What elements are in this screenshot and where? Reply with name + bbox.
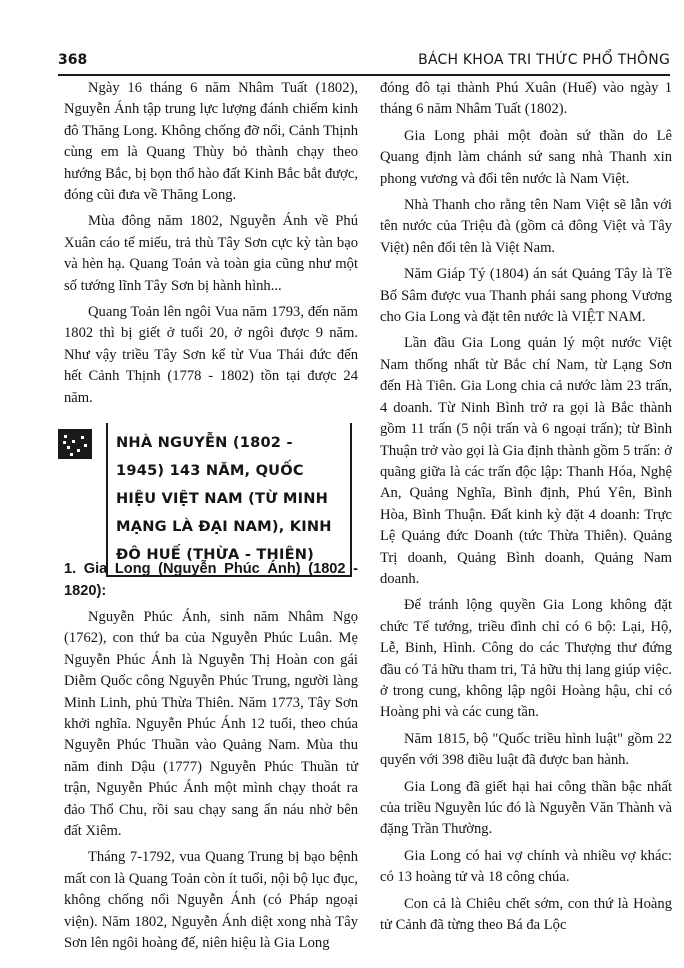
left-column	[64, 78, 358, 959]
paragraph: Lần đầu Gia Long quản lý một nước Việt Nam thống nhất từ Bắc chí Nam, từ Lạng Sơn đến Hà Tiên. Gia Long chia cả nước làm 23 trấn, 4 doanh. Từ Ninh Bình trở ra gọi là Bắc thành gồm 11 trấn (5 nội trấn và 6 ngoại trấn); từ Bình Thuận trở vào gọi là Gia định thành gồm 5 trấn: ở quãng giữa là các trấn độc lập: Thanh Hóa, Nghệ An, Quảng Nghĩa, Bình định, Phú Yên, Bình Hòa, Bình Thuận. Đất kinh kỳ đặt 4 doanh: Trực Lệ Quảng đức Doanh (tức Thừa Thiên). Quảng Trị doanh, Quảng Bình doanh, Quảng Nam doanh.	[380, 335, 672, 587]
paragraph: Nhà Thanh cho rằng tên Nam Việt sẽ lẫn với tên nước của Triệu đà (gồm cả đông Việt và Tây Việt) nên đổi tên là Việt Nam.	[380, 197, 672, 256]
paragraph-continuation: đóng đô tại thành Phú Xuân (Huế) vào ngày 1 tháng 6 năm Nhâm Tuất (1802).	[380, 80, 672, 118]
paragraph: Để tránh lộng quyền Gia Long không đặt chức Tể tướng, triều đình chỉ có 6 bộ: Lại, Hộ, Lễ, Binh, Hình. Công do các Thượng thư đứng đầu có Tả hữu tham tri, Tả hữu thị lang giúp việc. ở trong cung, không lập ngôi Hoàng hậu, chỉ có Hoàng phi và các cung tần.	[380, 597, 672, 721]
paragraph: Tháng 7-1792, vua Quang Trung bị bạo bệnh mất con là Quang Toản còn ít tuổi, nội bộ lục đục, không chống nổi Nguyễn Ánh (có Pháp ngoại viện). Năm 1802, Nguyễn Ánh diệt xong nhà Tây Sơn lên ngôi hoàng đế, niên hiệu là Gia Long	[64, 849, 358, 951]
right-column	[380, 78, 672, 941]
paragraph: Gia Long đã giết hại hai công thần bậc nhất của triều Nguyễn lúc đó là Nguyễn Văn Thành và đặng Trần Thường.	[380, 778, 672, 838]
paragraph: Gia Long có hai vợ chính và nhiều vợ khác: có 13 hoàng tử và 18 công chúa.	[380, 847, 672, 886]
section-title: NHÀ NGUYỄN (1802 - 1945) 143 NĂM, QUỐC HIỆU VIỆT NAM (TỪ MINH MẠNG LÀ ĐẠI NAM), KINH ĐÔ HUẾ (THỪA - THIÊN)	[106, 423, 352, 577]
section-ornament-icon	[58, 429, 92, 459]
paragraph: Con cả là Chiêu chết sớm, con thứ là Hoàng tử Cảnh đã từng theo Bá đa Lộc	[380, 895, 672, 934]
page-number: 368	[58, 52, 88, 68]
book-title: BÁCH KHOA TRI THỨC PHỔ THÔNG	[418, 52, 670, 68]
paragraph: Mùa đông năm 1802, Nguyễn Ánh về Phú Xuân cáo tế miếu, trả thù Tây Sơn cực kỳ tàn bạo và hèn hạ. Quang Toản và toàn gia cũng như một số tướng lĩnh Tây Sơn bị hành hình...	[64, 213, 358, 294]
paragraph: Gia Long phải một đoàn sứ thần do Lê Quang định làm chánh sứ sang nhà Thanh xin phong vương và đổi tên nước là Nam Việt.	[380, 127, 672, 187]
paragraph: Quang Toản lên ngôi Vua năm 1793, đến năm 1802 thì bị giết ở tuổi 20, ở ngôi được 9 năm. Như vậy triều Tây Sơn kể từ Vua Thái đức đến hết Cảnh Thịnh (1778 - 1802) tồn tại được 24 năm.	[64, 304, 358, 406]
page-header	[58, 52, 670, 76]
section-heading-box	[64, 423, 358, 564]
subheading: 1. Gia Long (Nguyễn Phúc Ánh) (1802 - 1820):	[64, 561, 358, 599]
paragraph: Năm Giáp Tý (1804) án sát Quảng Tây là Tề Bố Sâm được vua Thanh phái sang phong Vương cho Gia Long và đặt tên nước là VIỆT NAM.	[380, 266, 672, 326]
paragraph: Nguyễn Phúc Ánh, sinh năm Nhâm Ngọ (1762), con thứ ba của Nguyễn Phúc Luân. Mẹ Nguyễn Phúc Ánh là Nguyễn Thị Hoàn con gái Diễm Quốc công Nguyễn Phúc Trung, người làng Minh Linh, phủ Thừa Thiên. Năm 1773, Tây Sơn khởi nghĩa. Nguyễn Phúc Ánh 12 tuổi, theo chúa Nguyễn Phúc Thuần vào Quảng Nam. Mùa thu năm đinh Dậu (1777) Nguyễn Phúc Thuần tử trận, Nguyễn Phúc Ánh một mình chạy thoát ra đảo Thổ Chu, rồi sau chạy sang ẩn náu nhờ bên đất Xiêm.	[64, 608, 358, 839]
paragraph: Ngày 16 tháng 6 năm Nhâm Tuất (1802), Nguyễn Ánh tập trung lực lượng đánh chiếm kinh đô Thăng Long. Không chống đỡ nổi, Cảnh Thịnh cùng em là Quang Thùy bỏ thành chạy theo hướng Bắc, bị bọn thổ hào đất Kinh Bắc bắt được, đóng cũi đưa về Thăng Long.	[64, 80, 358, 204]
paragraph: Năm 1815, bộ "Quốc triều hình luật" gồm 22 quyển với 398 điều luật đã được ban hành.	[380, 730, 672, 769]
